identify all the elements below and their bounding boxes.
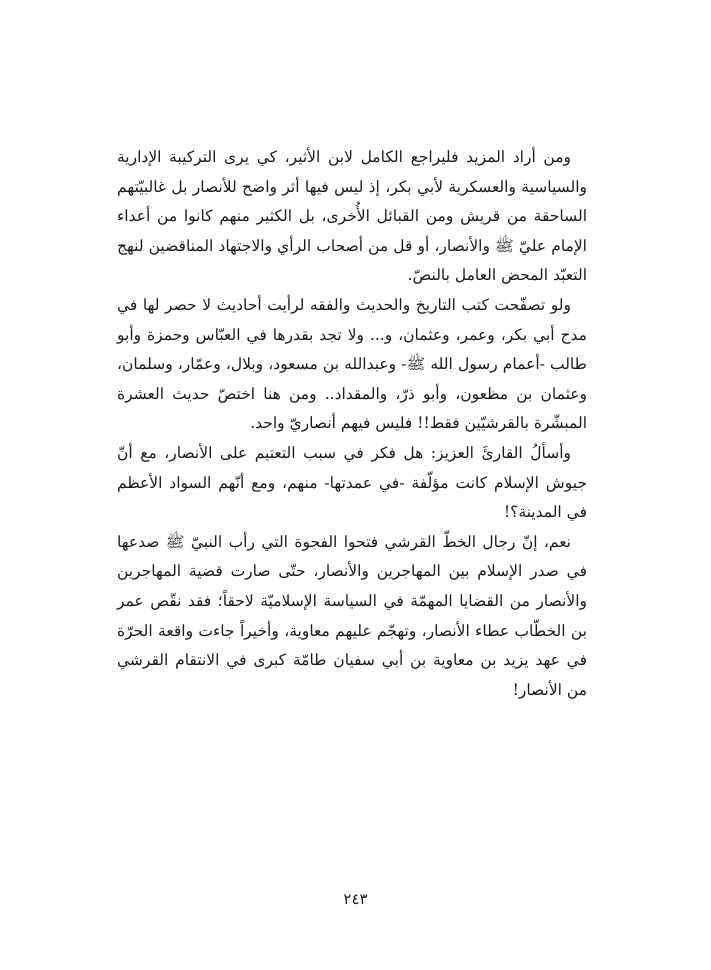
page-number: ٢٤٣: [343, 890, 368, 908]
paragraph-1: ومن أراد المزيد فليراجع الكامل لابن الأثير، كي يرى التركيبة الإدارية والسياسية والعسكرية لأبي بكر، إذ ليس فيها أثر واضح للأنصار بل غالبيّتهم الساحقة من قريش ومن القبائل الأُخرى، بل الكثير منهم كانوا من أعداء الإمام عليّ ﷺ والأنصار، أو قل من أصحاب الرأي والاجتهاد المناقضين لنهج التعبّد المحض العامل بالنصّ.: [117, 148, 587, 285]
paragraph-4: نعم، إنّ رجال الخطّ القرشي فتحوا الفجوة التي رأب النبيّ ﷺ صدعها في صدر الإسلام بين المهاجرين والأنصار، حتّى صارت قضية المهاجرين والأنصار من القضايا المهمّة في السياسة الإسلاميّة لاحقاً؛ فقد نقّص عمر بن الخطّاب عطاء الأنصار، وتهجّم عليهم معاوية، وأخيراً جاءت واقعة الحرّة في عهد يزيد بن معاوية بن أبي سفيان طامّة كبرى في الانتقام القرشي من الأنصار!: [117, 532, 587, 699]
paragraph-3: وأسألُ القارئَ العزيز: هل فكر في سبب التعتيم على الأنصار، مع أنّ جيوش الإسلام كانت مؤلّفة -في عمدتها- منهم، ومع أنّهم السواد الأعظم في المدينة؟!: [117, 443, 587, 522]
paragraph-2: ولو تصفّحت كتب التاريخ والحديث والفقه لرأيت أحاديث لا حصر لها في مدح أبي بكر، وعمر، وعثمان، و... ولا تجد بقدرها في العبّاس وحمزة وأبو طالب -أعمام رسول الله ﷺ- وعبدالله بن مسعود، وبلال، وعمّار، وسلمان، وعثمان بن مظعون، وأبو ذرّ، والمقداد.. ومن هنا اختصّ حديث العشرة المبشّرة بالقرشيّين فقط!! فليس فيهم أنصاريّ واحد.: [117, 295, 587, 433]
body-text: [117, 143, 587, 705]
